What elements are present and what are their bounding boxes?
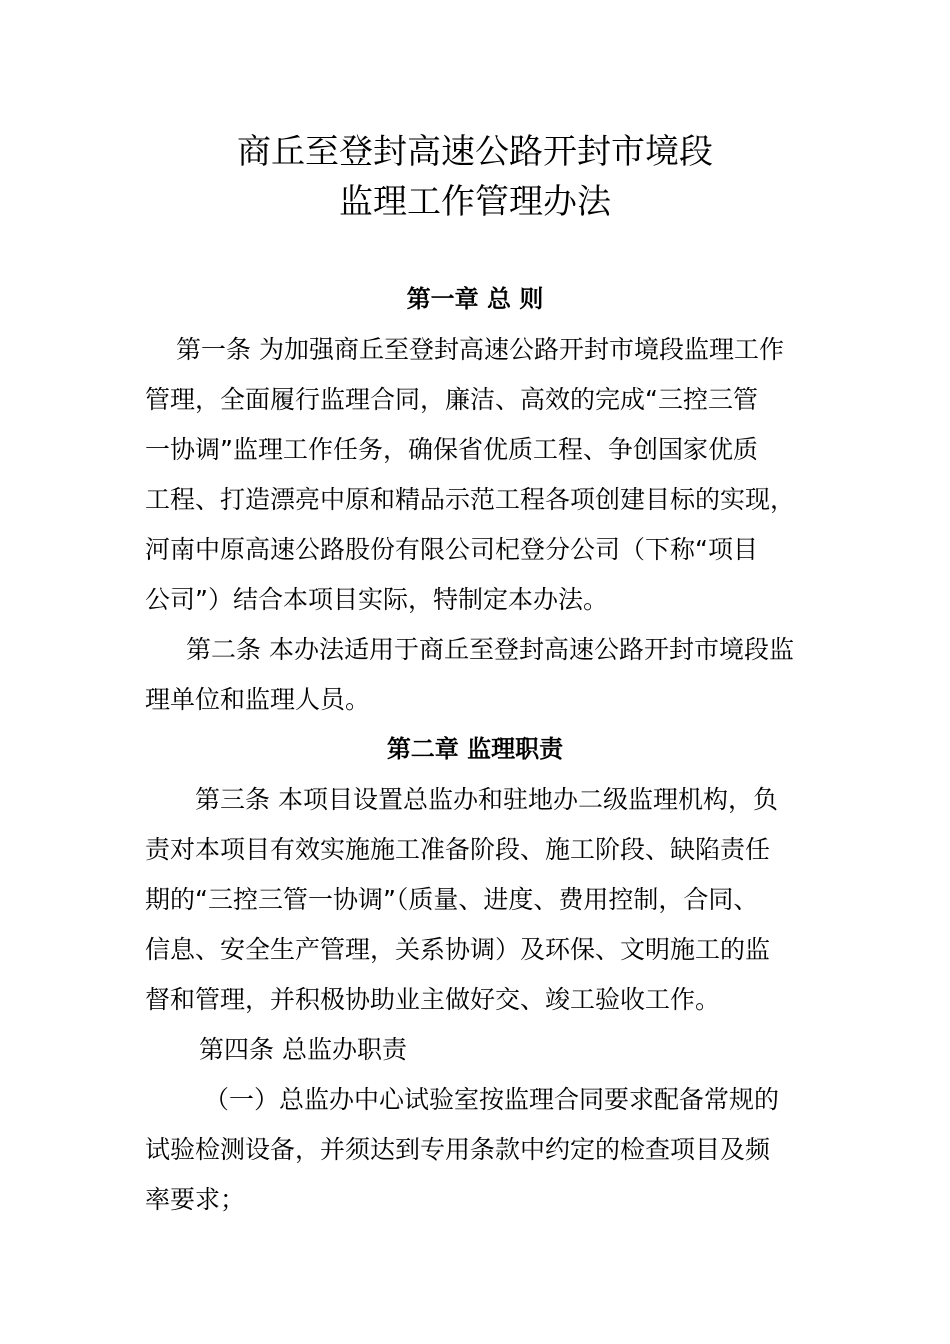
article1-line: 第一条 为加强商丘至登封高速公路开封市境段监理工作 xyxy=(176,335,784,364)
article1-line: 河南中原高速公路股份有限公司杞登分公司（下称“项目 xyxy=(145,535,758,564)
chapter1-heading: 第一章 总 则 xyxy=(406,285,544,313)
article1-line: 公司”）结合本项目实际，特制定本办法。 xyxy=(145,585,608,614)
document-title-line1: 商丘至登封高速公路开封市境段 xyxy=(237,132,713,172)
article2-line: 理单位和监理人员。 xyxy=(145,685,371,714)
article3-line: 督和管理，并积极协助业主做好交、竣工验收工作。 xyxy=(145,985,721,1014)
article3-line: 期的“三控三管一协调”（质量、进度、费用控制，合同、 xyxy=(145,885,759,914)
chapter2-heading: 第二章 监理职责 xyxy=(386,735,564,763)
item1-line: 试验检测设备，并须达到专用条款中约定的检查项目及频 xyxy=(145,1135,771,1164)
article4-heading: 第四条 总监办职责 xyxy=(199,1035,407,1064)
item1-line: 率要求； xyxy=(145,1185,246,1214)
article1-line: 一协调”监理工作任务，确保省优质工程、争创国家优质 xyxy=(145,435,758,464)
article1-line: 管理，全面履行监理合同，廉洁、高效的完成“三控三管 xyxy=(145,385,758,414)
article3-line: 责对本项目有效实施施工准备阶段、施工阶段、缺陷责任 xyxy=(145,835,771,864)
article1-line: 工程、打造漂亮中原和精品示范工程各项创建目标的实现， xyxy=(145,485,796,514)
article2-line: 第二条 本办法适用于商丘至登封高速公路开封市境段监 xyxy=(186,635,794,664)
article3-line: 第三条 本项目设置总监办和驻地办二级监理机构，负 xyxy=(195,785,778,814)
article3-line: 信息、安全生产管理，关系协调）及环保、文明施工的监 xyxy=(145,935,771,964)
item1-line: （一）总监办中心试验室按监理合同要求配备常规的 xyxy=(204,1085,780,1114)
document-title-line2: 监理工作管理办法 xyxy=(339,182,611,222)
